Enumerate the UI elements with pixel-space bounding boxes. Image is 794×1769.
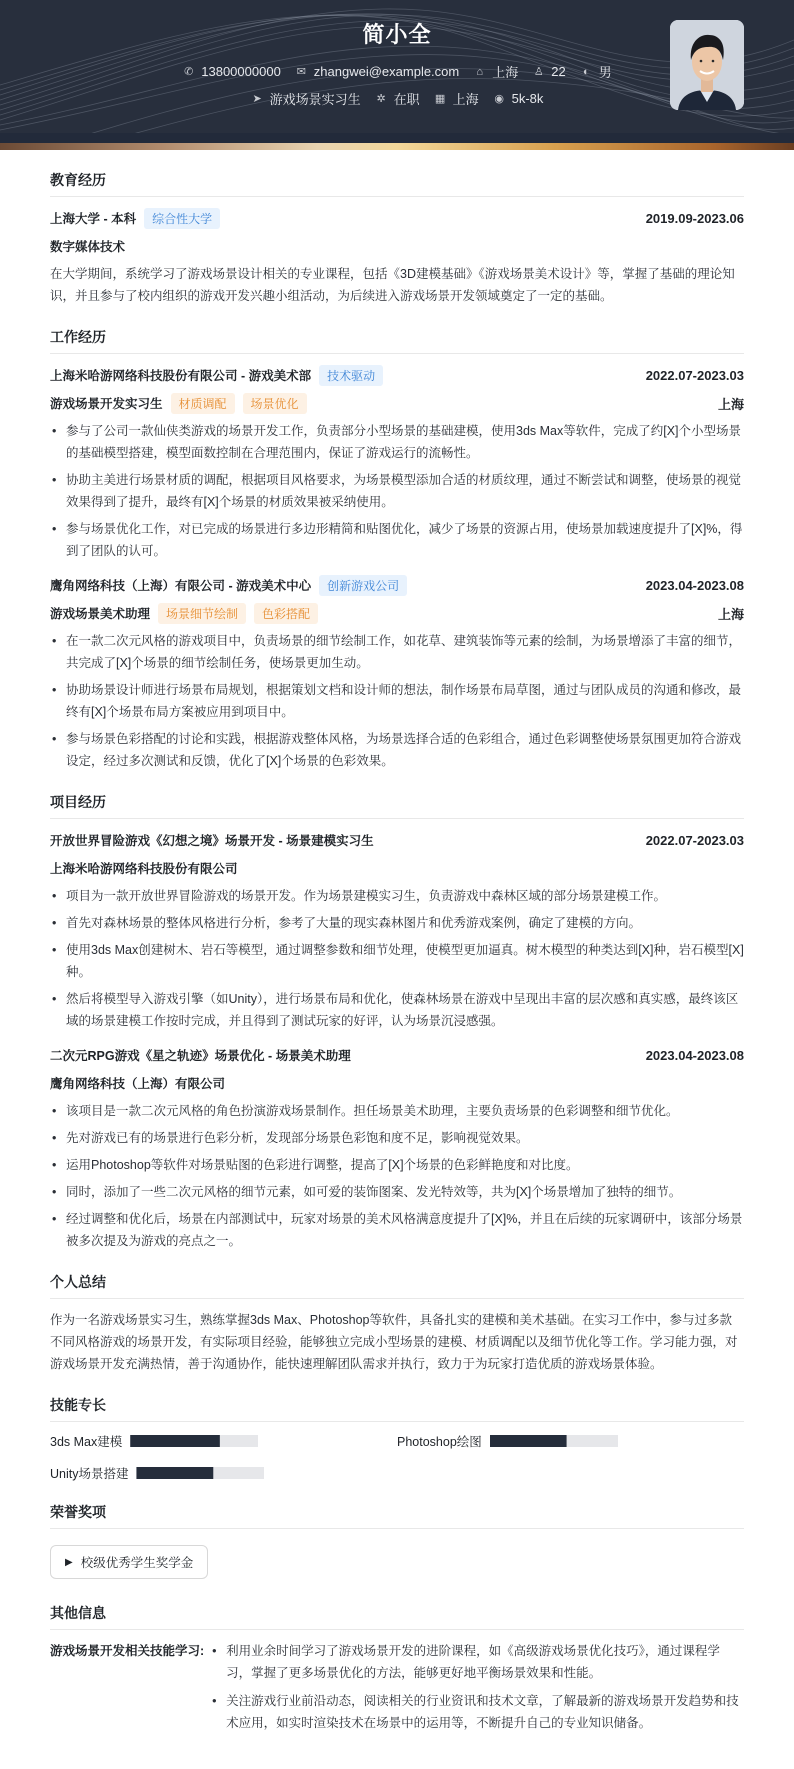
target-position-item [251, 89, 361, 108]
project-left [50, 831, 374, 849]
bullet-item: • 同时，添加了一些二次元风格的细节元素，如可爱的装饰图案、发光特效等，共为[X]个场景增加了独特的细节。 [50, 1181, 744, 1203]
gender-icon: ◐ [582, 65, 590, 78]
work-bullets [50, 420, 744, 562]
project-date: 2023.04-2023.08 [645, 1047, 744, 1063]
company-name: 上海米哈游网络科技股份有限公司 - 游戏美术部 [50, 369, 312, 383]
work-left [50, 575, 407, 596]
project-date: 2022.07-2023.03 [645, 832, 744, 848]
email-text: zhangwei@example.com [313, 64, 460, 79]
gold-accent-bar [0, 143, 794, 150]
skill-name: 3ds Max建模 [50, 1435, 123, 1449]
company-tag: 技术驱动 [319, 365, 383, 386]
work-section [50, 321, 744, 772]
project-header-row [50, 1044, 744, 1066]
project-entry [50, 829, 744, 1032]
project-name: 开放世界冒险游戏《幻想之境》场景开发 - 场景建模实习生 [50, 834, 374, 848]
bullet-item: • 运用Photoshop等软件对场景贴图的色彩进行调整，提高了[X]个场景的色彩鲜艳度和对比度。 [50, 1154, 744, 1176]
section-title: 项目经历 [50, 786, 744, 819]
resume-body [0, 164, 794, 1760]
age-text: 22 [551, 64, 566, 79]
target-position-text: 游戏场景实习生 [269, 92, 361, 107]
education-section [50, 164, 744, 307]
triangle-right-icon: ▶ [65, 1556, 73, 1568]
bullet-item: • 参与场景色彩搭配的讨论和实践，根据游戏整体风格，为场景选择合适的色彩组合，通过色彩调整使场景氛围更加符合游戏设定，经过多次测试和反馈，优化了[X]个场景的色彩效果。 [50, 728, 744, 772]
work-entry [50, 574, 744, 772]
salary-item [493, 91, 544, 106]
work-role-row [50, 392, 744, 414]
company-tag: 创新游戏公司 [319, 575, 407, 596]
company-name: 鹰角网络科技（上海）有限公司 - 游戏美术中心 [50, 579, 312, 593]
bullet-item: • 协助主美进行场景材质的调配，根据项目风格要求，为场景模型添加合适的材质纹理，通过不断尝试和调整，使场景的视觉效果得到了提升，最终有[X]个场景的材质效果被采纳使用。 [50, 469, 744, 513]
skill-bar-fill [130, 1435, 220, 1447]
bullet-item: • 在一款二次元风格的游戏项目中，负责场景的细节绘制工作，如花草、建筑装饰等元素的绘制，为场景增添了丰富的细节，共完成了[X]个场景的细节绘制任务，使场景更加生动。 [50, 630, 744, 674]
skills-grid [50, 1432, 744, 1482]
section-title: 技能专长 [50, 1389, 744, 1422]
bullet-item: • 然后将模型导入游戏引擎（如Unity），进行场景布局和优化，使森林场景在游戏中呈现出丰富的层次感和真实感，最终该区域的场景建模工作按时完成，并且得到了测试玩家的好评，认为场景沉浸感强。 [50, 988, 744, 1032]
awards-section [50, 1496, 744, 1583]
project-bullets [50, 1100, 744, 1252]
skill-item [50, 1464, 397, 1482]
bullet-item: • 首先对森林场景的整体风格进行分析，参考了大量的现实森林图片和优秀游戏案例，确定了建模的方向。 [50, 912, 744, 934]
project-left [50, 1046, 351, 1064]
work-location: 上海 [717, 396, 744, 412]
skills-section [50, 1389, 744, 1482]
summary-text: 作为一名游戏场景实习生，熟练掌握3ds Max、Photoshop等软件，具备扎实的建模和美术基础。在实习工作中，参与过多款不同风格游戏的场景开发，有实际项目经验，能够独立完成小型场景的建模、材质调配以及细节优化等工作。学习能力强，对游戏场景开发充满热情，善于沟通协作，能快速理解团队需求并执行，致力于为玩家打造优质的游戏场景体验。 [50, 1313, 738, 1371]
award-item [50, 1545, 208, 1579]
bullet-item: • 该项目是一款二次元风格的角色扮演游戏场景制作。担任场景美术助理，主要负责场景的色彩调整和细节优化。 [50, 1100, 744, 1122]
email-item [295, 64, 459, 79]
location-item [473, 62, 518, 81]
skill-bar-fill [490, 1435, 567, 1447]
other-label: 游戏场景开发相关技能学习: [50, 1644, 205, 1658]
target-city-item [434, 89, 479, 108]
phone-item [182, 64, 281, 79]
skill-bar [136, 1467, 264, 1479]
skill-item [50, 1432, 397, 1450]
role-left [50, 393, 307, 414]
status-item [375, 89, 420, 108]
mail-icon: ✉ [296, 66, 306, 78]
candidate-name: 简小全 [362, 22, 432, 47]
building-icon: ▦ [434, 93, 446, 105]
target-city-text: 上海 [452, 92, 479, 107]
phone-icon: ✆ [184, 66, 194, 78]
project-bullets [50, 885, 744, 1032]
other-bullets [210, 1640, 744, 1740]
education-date: 2019.09-2023.06 [645, 210, 744, 226]
resume-header [0, 0, 794, 150]
role-tag: 场景优化 [243, 393, 307, 414]
work-role-row [50, 602, 744, 624]
summary-section [50, 1266, 744, 1375]
bullet-item: • 使用3ds Max创建树木、岩石等模型，通过调整参数和细节处理，使模型更加逼真。树木模型的种类达到[X]种，岩石模型[X]种。 [50, 939, 744, 983]
section-title: 工作经历 [50, 321, 744, 354]
other-section [50, 1597, 744, 1740]
section-title: 其他信息 [50, 1597, 744, 1630]
status-text: 在职 [393, 92, 420, 107]
award-name: 校级优秀学生奖学金 [80, 1556, 194, 1570]
major: 数字媒体技术 [50, 240, 126, 254]
skill-bar [490, 1435, 618, 1447]
work-header-row [50, 364, 744, 386]
education-description: 在大学期间，系统学习了游戏场景设计相关的专业课程，包括《3D建模基础》《游戏场景美术设计》等，掌握了基础的理论知识，并且参与了校内组织的游戏开发兴趣小组活动，为后续进入游戏场景开发领域奠定了一定的基础。 [50, 267, 735, 303]
bullet-item: • 先对游戏已有的场景进行色彩分析，发现部分场景色彩饱和度不足，影响视觉效果。 [50, 1127, 744, 1149]
skill-name: Photoshop绘图 [397, 1435, 482, 1449]
section-title: 个人总结 [50, 1266, 744, 1299]
bullet-item: • 参与场景优化工作，对已完成的场景进行多边形精简和贴图优化，减少了场景的资源占用，使场景加载速度提升了[X]%，得到了团队的认可。 [50, 518, 744, 562]
home-icon: ⌂ [476, 65, 484, 78]
age-icon: ♙ [533, 66, 544, 78]
project-header-row [50, 829, 744, 851]
role-title: 游戏场景开发实习生 [50, 397, 163, 411]
project-entry [50, 1044, 744, 1252]
other-info-row [50, 1640, 744, 1740]
work-date: 2023.04-2023.08 [645, 577, 744, 593]
avatar [670, 20, 744, 110]
school-name: 上海大学 - 本科 [50, 212, 137, 226]
skill-item [397, 1432, 744, 1450]
skill-bar [130, 1435, 258, 1447]
role-left [50, 603, 318, 624]
skill-bar-fill [136, 1467, 213, 1479]
status-icon: ✲ [376, 93, 386, 105]
role-tag: 色彩搭配 [254, 603, 318, 624]
project-company: 上海米哈游网络科技股份有限公司 [50, 862, 238, 876]
education-header-row [50, 207, 744, 229]
role-tag: 材质调配 [171, 393, 235, 414]
work-bullets [50, 630, 744, 772]
education-left [50, 208, 220, 229]
gender-item [580, 62, 612, 81]
work-left [50, 365, 383, 386]
school-type-tag: 综合性大学 [144, 208, 220, 229]
location-text: 上海 [492, 65, 519, 80]
bullet-item: • 利用业余时间学习了游戏场景开发的进阶课程，如《高级游戏场景优化技巧》，通过课程学习，掌握了更多场景优化的方法，能够更好地平衡场景效果和性能。 [210, 1640, 744, 1684]
bullet-item: • 协助场景设计师进行场景布局规划，根据策划文档和设计师的想法，制作场景布局草图，通过与团队成员的沟通和修改，最终有[X]个场景布局方案被应用到项目中。 [50, 679, 744, 723]
header-band [0, 133, 794, 143]
section-title: 教育经历 [50, 164, 744, 197]
gender-text: 男 [598, 65, 612, 80]
age-item [532, 64, 565, 79]
role-tag: 场景细节绘制 [158, 603, 246, 624]
send-icon: ➤ [252, 93, 262, 105]
section-title: 荣誉奖项 [50, 1496, 744, 1529]
avatar-portrait-icon [670, 20, 744, 110]
project-name: 二次元RPG游戏《星之轨迹》场景优化 - 场景美术助理 [50, 1049, 351, 1063]
salary-icon: ◉ [494, 93, 504, 105]
education-entry [50, 207, 744, 307]
bullet-item: • 经过调整和优化后，场景在内部测试中，玩家对场景的美术风格满意度提升了[X]%，并且在后续的玩家调研中，该部分场景被多次提及为游戏的亮点之一。 [50, 1208, 744, 1252]
project-company: 鹰角网络科技（上海）有限公司 [50, 1077, 226, 1091]
bullet-item: • 项目为一款开放世界冒险游戏的场景开发。作为场景建模实习生，负责游戏中森林区域的部分场景建模工作。 [50, 885, 744, 907]
bullet-item: • 关注游戏行业前沿动态，阅读相关的行业资讯和技术文章，了解最新的游戏场景开发趋势和技术应用，如实时渲染技术在场景中的运用等，不断提升自己的专业知识储备。 [210, 1690, 744, 1734]
work-entry [50, 364, 744, 562]
work-date: 2022.07-2023.03 [645, 367, 744, 383]
bullet-item: • 参与了公司一款仙侠类游戏的场景开发工作，负责部分小型场景的基础建模，使用3ds Max等软件，完成了约[X]个小型场景的基础模型搭建，模型面数控制在合理范围内，保证了游戏运行的流畅性。 [50, 420, 744, 464]
role-title: 游戏场景美术助理 [50, 607, 151, 621]
work-header-row [50, 574, 744, 596]
work-location: 上海 [717, 606, 744, 622]
phone-text: 13800000000 [201, 64, 281, 79]
skill-name: Unity场景搭建 [50, 1467, 129, 1481]
projects-section [50, 786, 744, 1252]
salary-text: 5k-8k [511, 91, 544, 106]
